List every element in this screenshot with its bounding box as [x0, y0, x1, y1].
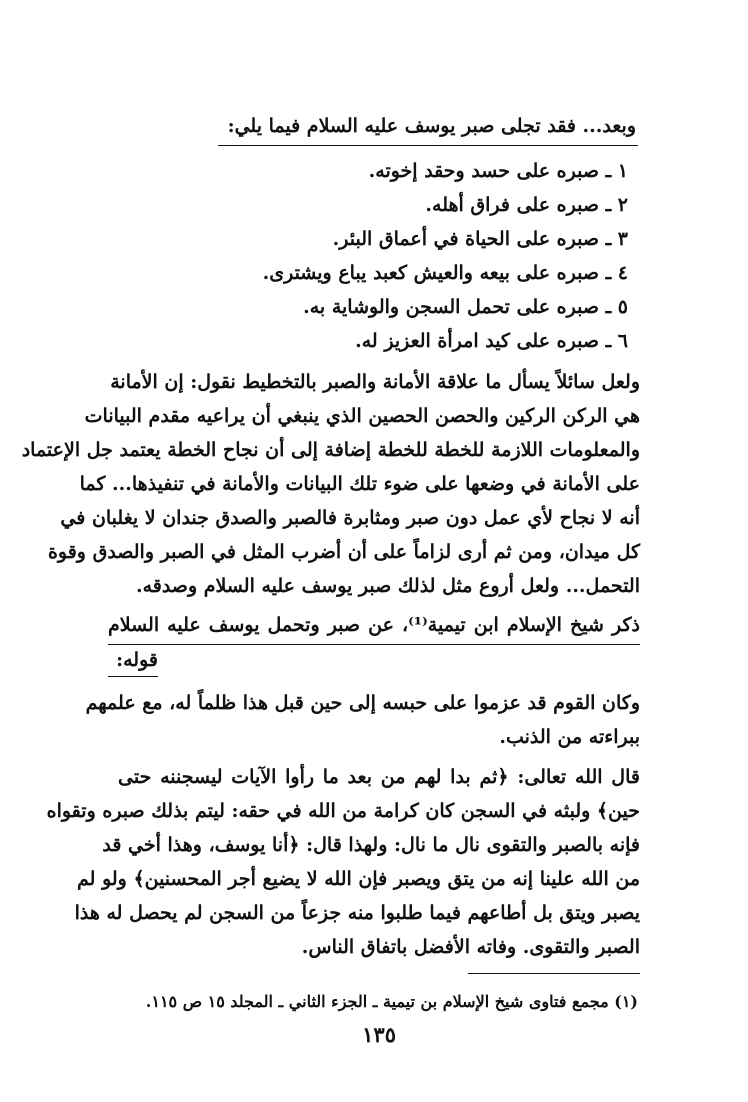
paragraph-line: هي الركن الركين والحصن الحصين الذي ينبغي أن يراعيه مقدم البيانات: [84, 405, 640, 427]
list-item: ١ ـ صبره على حسد وحقد إخوته.: [368, 160, 628, 182]
list-item: ٤ ـ صبره على بيعه والعيش كعبد يباع ويشترى.: [262, 262, 628, 284]
paragraph-line: التحمل... ولعل أروع مثل لذلك صبر يوسف عليه السلام وصدقه.: [135, 575, 640, 597]
quote-intro-line: قوله:: [116, 649, 158, 671]
footnote: (١) مجمع فتاوى شيخ الإسلام بن تيمية ـ الجزء الثاني ـ المجلد ١٥ ص ١١٥.: [145, 992, 638, 1011]
paragraph-line: الصبر والتقوى. وفاته الأفضل باتفاق الناس.: [301, 936, 640, 958]
paragraph-line: وكان القوم قد عزموا على حبسه إلى حين قبل هذا ظلماً له، مع علمهم: [85, 692, 640, 714]
paragraph-line: قال الله تعالى: ﴿ثم بدا لهم من بعد ما رأوا الآيات ليسجننه حتى: [118, 766, 640, 788]
list-item: ٢ ـ صبره على فراق أهله.: [425, 194, 628, 216]
paragraph-line: من الله علينا إنه من يتق ويصبر فإن الله لا يضيع أجر المحسنين﴾ ولو لم: [77, 868, 640, 890]
footnote-separator: [468, 973, 640, 974]
list-item: ٥ ـ صبره على تحمل السجن والوشاية به.: [303, 296, 628, 318]
paragraph-line: ولعل سائلاً يسأل ما علاقة الأمانة والصبر بالتخطيط نقول: إن الأمانة: [110, 371, 640, 393]
paragraph-line: كل ميدان، ومن ثم أرى لزاماً على أن أضرب المثل في الصبر والصدق وقوة: [47, 541, 640, 563]
heading-underline: [218, 145, 638, 146]
list-item: ٣ ـ صبره على الحياة في أعماق البئر.: [332, 228, 628, 250]
paragraph-line: ببراءته من الذنب.: [499, 726, 640, 748]
paragraph-line: أنه لا نجاح لأي عمل دون صبر ومثابرة فالصبر والصدق جندان لا يغلبان في: [60, 507, 640, 529]
page-number: ١٣٥: [362, 1022, 396, 1047]
paragraph-line: يصبر ويتق بل أطاعهم فيما طلبوا منه جزعاً من السجن لم يحصل له هذا: [74, 902, 640, 924]
paragraph-line: على الأمانة في وضعها على ضوء تلك البيانات والأمانة في تنفيذها... كما: [79, 473, 640, 495]
paragraph-line: حين﴾ ولبثه في السجن كان كرامة من الله في حقه: ليتم بذلك صبره وتقواه: [46, 800, 640, 822]
quote-intro-line: ذكر شيخ الإسلام ابن تيمية⁽¹⁾، عن صبر وتحمل يوسف عليه السلام: [108, 614, 640, 636]
list-item: ٦ ـ صبره على كيد امرأة العزيز له.: [355, 330, 628, 352]
quote-intro-underline: [108, 644, 640, 645]
paragraph-line: فإنه بالصبر والتقوى نال ما نال: ولهذا قال: ﴿أنا يوسف، وهذا أخي قد: [102, 834, 640, 856]
paragraph-line: والمعلومات اللازمة للخطة للخطة إضافة إلى أن نجاح الخطة يعتمد جل الإعتماد: [21, 439, 640, 461]
quote-intro-underline-2: [108, 676, 158, 677]
intro-heading: وبعد... فقد تجلى صبر يوسف عليه السلام فيما يلي:: [227, 115, 636, 137]
